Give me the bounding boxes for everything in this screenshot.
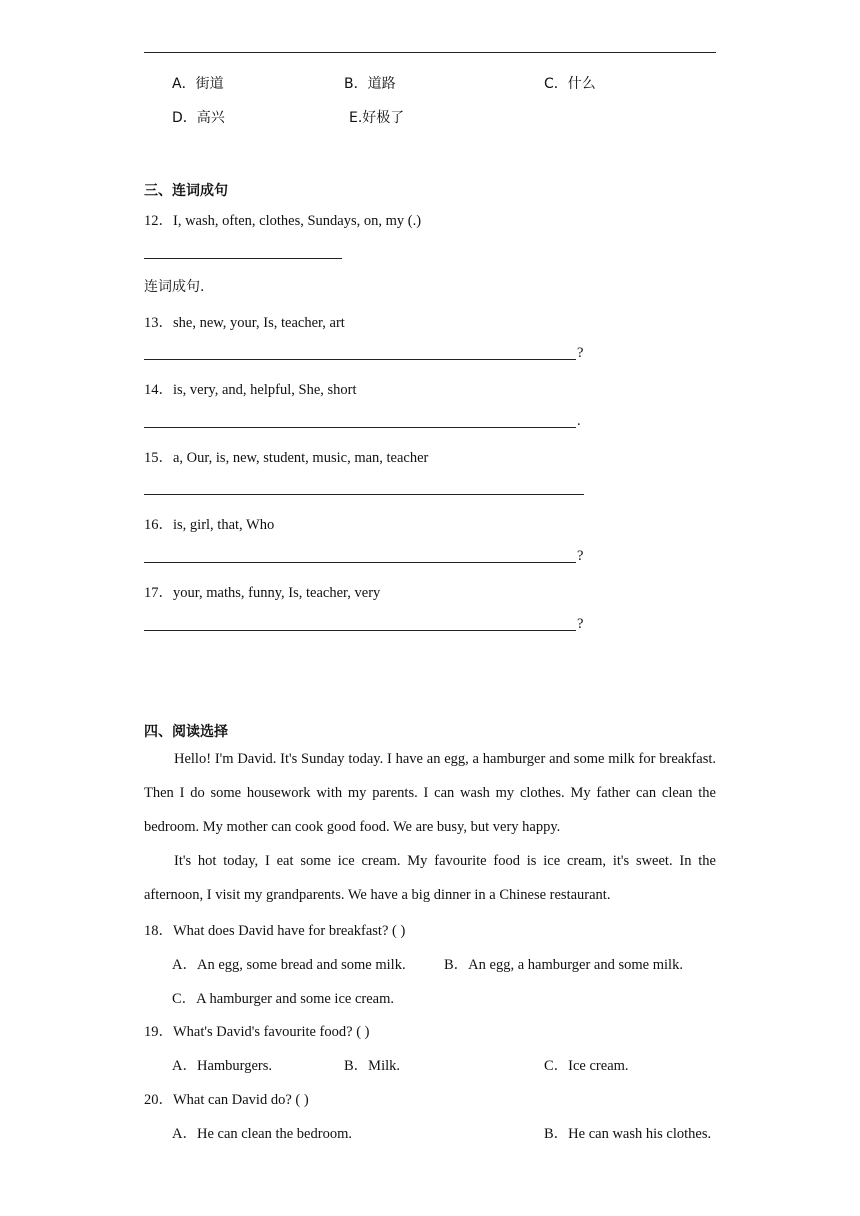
question-14: 14．is, very, and, helpful, She, short [144, 382, 357, 398]
answer-line-17[interactable] [144, 630, 576, 631]
question-17: 17．your, maths, funny, Is, teacher, very [144, 585, 381, 601]
q18-option-c[interactable]: C．A hamburger and some ice cream. [172, 991, 394, 1007]
q19-option-b[interactable]: B．Milk. [344, 1058, 400, 1074]
option-c: C．什么 [544, 76, 596, 92]
q20-option-a[interactable]: A．He can clean the bedroom. [172, 1126, 352, 1142]
top-rule [144, 52, 716, 53]
q19-option-a[interactable]: A．Hamburgers. [172, 1058, 273, 1074]
option-b: B．道路 [344, 76, 396, 92]
q18-option-b[interactable]: B．An egg, a hamburger and some milk. [444, 957, 683, 973]
option-d: D．高兴 [172, 110, 225, 126]
answer-14-end: . [577, 413, 581, 429]
q18-option-a[interactable]: A．An egg, some bread and some milk. [172, 957, 406, 973]
question-18: 18．What does David have for breakfast? ( ) [144, 923, 406, 939]
answer-line-16[interactable] [144, 562, 576, 563]
question-19: 19．What's David's favourite food? ( ) [144, 1024, 370, 1040]
answer-line-15[interactable] [144, 494, 584, 495]
option-e: E.好极了 [349, 110, 405, 126]
q19-option-c[interactable]: C．Ice cream. [544, 1058, 629, 1074]
question-20: 20．What can David do? ( ) [144, 1092, 309, 1108]
section3-instruction: 连词成句. [144, 279, 205, 295]
question-13: 13．she, new, your, Is, teacher, art [144, 315, 345, 331]
answer-line-12[interactable] [144, 258, 342, 259]
reading-paragraph-2: It's hot today, I eat some ice cream. My favourite food is ice cream, it's sweet. In the afternoon, I visit my grandparents. We have a big dinner in a Chinese restaurant. [144, 853, 716, 903]
question-12: 12．I, wash, often, clothes, Sundays, on, my (.) [144, 213, 422, 229]
option-a: A．街道 [172, 76, 224, 92]
section4-title: 四、阅读选择 [144, 724, 228, 740]
section3-title: 三、连词成句 [144, 183, 228, 199]
reading-paragraph-1: Hello! I'm David. It's Sunday today. I have an egg, a hamburger and some milk for breakfast. Then I do some housework with my parents. I can wash my clothes. My father can clean the bedroom. My mother can cook good food. We are busy, but very happy. [144, 751, 716, 835]
answer-13-end: ? [577, 345, 584, 361]
q20-option-b[interactable]: B．He can wash his clothes. [544, 1126, 712, 1142]
answer-16-end: ? [577, 548, 584, 564]
question-16: 16．is, girl, that, Who [144, 517, 275, 533]
question-15: 15．a, Our, is, new, student, music, man, teacher [144, 450, 429, 466]
answer-line-14[interactable] [144, 427, 576, 428]
answer-line-13[interactable] [144, 359, 576, 360]
answer-17-end: ? [577, 616, 584, 632]
